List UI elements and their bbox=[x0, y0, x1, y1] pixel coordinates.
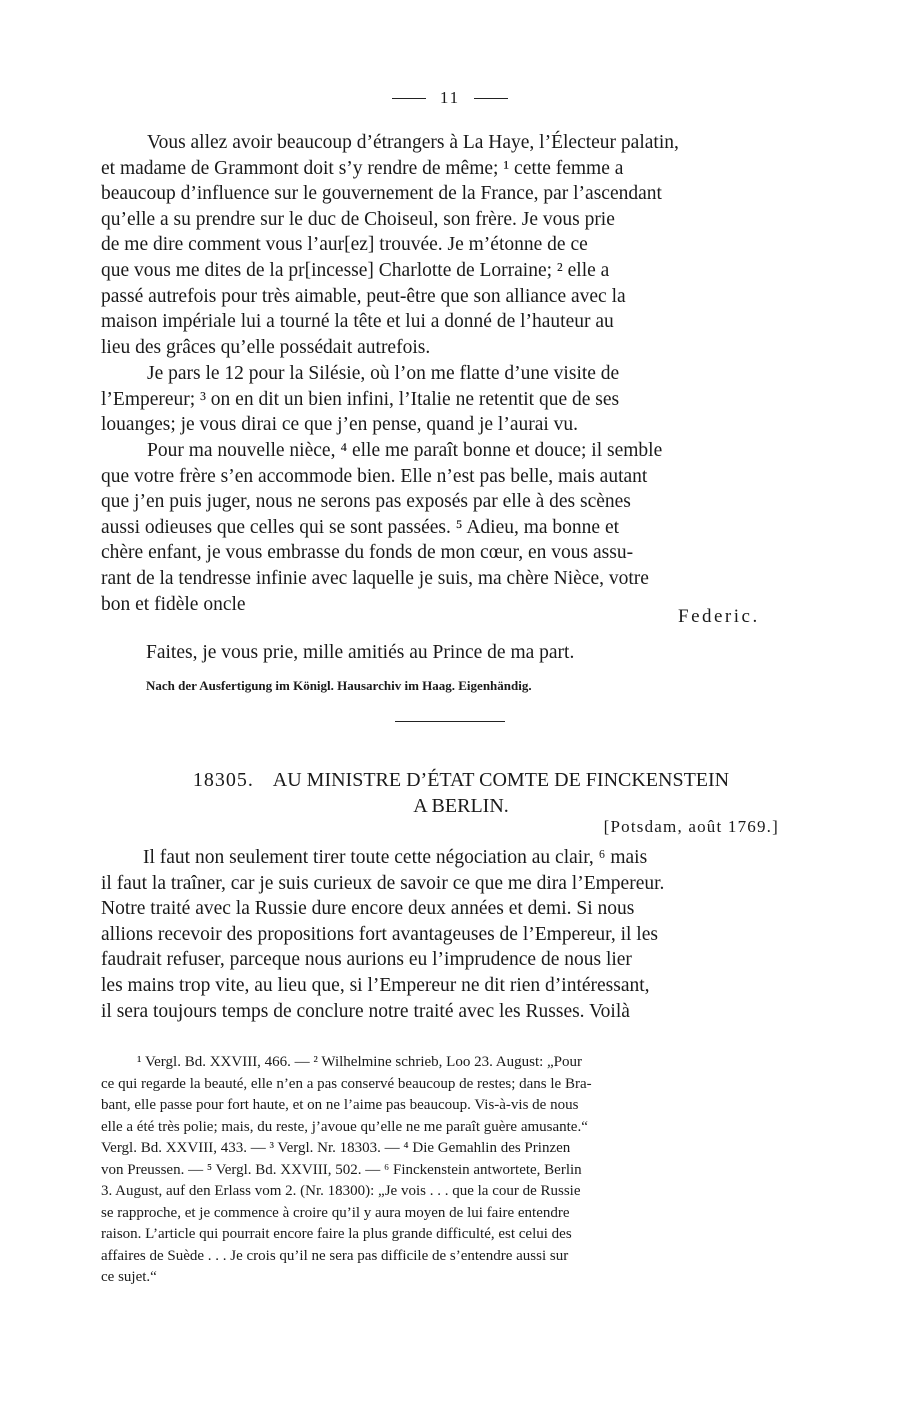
header-rule-right bbox=[474, 98, 508, 99]
document-heading bbox=[116, 767, 806, 819]
header-rule-left bbox=[392, 98, 426, 99]
footnotes: ¹ Vergl. Bd. XXVIII, 466. — ² Wilhelmine schrieb, Loo 23. August: „Pour ce qui regarde la beauté, elle n’en a pas conservé beaucoup de restes; dans le Bra- bant, elle passe pour fort haute, et on ne l’aime pas beaucoup. Vis-à-vis de nous elle a été très polie; mais, du reste, j’avoue qu’elle ne me paraît guère amusante.“ Vergl. Bd. XXVIII, 433. — ³ Vergl. Nr. 18303. — ⁴ Die Gemahlin des Prinzen von Preussen. — ⁵ Vergl. Bd. XXVIII, 502. — ⁶ Finckenstein antwortete, Berlin 3. August, auf den Erlass vom 2. (Nr. 18300): „Je vois . . . que la cour de Russie se rapproche, et je commence à croire qu’il y aura moyen de lui faire entendre raison. L’article qui pourrait encore faire la plus grande difficulté, est celui des affaires de Suède . . . Je crois qu’il ne sera pas difficile de s’entendre aussi sur ce sujet.“ bbox=[101, 1054, 592, 1285]
page-number: 11 bbox=[439, 88, 461, 107]
postscript: Faites, je vous prie, mille amitiés au Prince de ma part. bbox=[146, 642, 575, 663]
heading-line-2: A BERLIN. bbox=[413, 795, 509, 817]
source-note: Nach der Ausfertigung im Königl. Hausarchiv im Haag. Eigenhändig. bbox=[146, 678, 532, 693]
heading-title: AU MINISTRE D’ÉTAT COMTE DE FINCKENSTEIN bbox=[272, 769, 730, 791]
document-body: Il faut non seulement tirer toute cette négociation au clair, ⁶ mais il faut la traîner, car je suis curieux de savoir ce que me dira l’Empereur. Notre traité avec la Russie dure encore deux années et demi. Si nous allions recevoir des propositions fort avantageuses de l’Empereur, il les faudrait refuser, parceque nous aurions eu l’imprudence de nous lier les mains trop vite, au lieu que, si l’Empereur ne dit rien d’intéressant, il sera toujours temps de conclure notre traité avec les Russes. Voilà bbox=[101, 847, 665, 1022]
letter-paragraph-3: Pour ma nouvelle nièce, ⁴ elle me paraît bonne et douce; il semble que votre frère s’en accommode bien. Elle n’est pas belle, mais autant que j’en puis juger, nous ne serons pas exposés par elle à des scènes aussi odieuses que celles qui se sont passées. ⁵ Adieu, ma bonne et chère enfant, je vous embrasse du fonds de mon cœur, en vous assu- rant de la tendresse infinie avec laquelle je suis, ma chère Nièce, votre bon et fidèle oncle bbox=[101, 440, 663, 615]
heading-line-1 bbox=[116, 767, 806, 793]
page-header bbox=[0, 88, 900, 108]
dateline: [Potsdam, août 1769.] bbox=[603, 817, 779, 836]
document-number: 18305. bbox=[192, 769, 254, 791]
section-divider bbox=[395, 721, 505, 722]
letter-paragraph-1: Vous allez avoir beaucoup d’étrangers à La Haye, l’Électeur palatin, et madame de Grammont doit s’y rendre de même; ¹ cette femme a beaucoup d’influence sur le gouvernement de la France, par l’ascendant qu’elle a su prendre sur le duc de Choiseul, son frère. Je vous prie de me dire comment vous l’aur[ez] trouvée. Je m’étonne de ce que vous me dites de la pr[incesse] Charlotte de Lorraine; ² elle a passé autrefois pour très aimable, peut-être que son alliance avec la maison impériale lui a tourné la tête et lui a donné de l’hauteur au lieu des grâces qu’elle possédait autrefois. bbox=[101, 132, 679, 358]
signature: Federic. bbox=[678, 606, 760, 627]
letter-paragraph-2: Je pars le 12 pour la Silésie, où l’on me flatte d’une visite de l’Empereur; ³ on en dit un bien infini, l’Italie ne retentit que de ses louanges; je vous dirai ce que j’en pense, quand je l’aurai vu. bbox=[101, 363, 620, 436]
